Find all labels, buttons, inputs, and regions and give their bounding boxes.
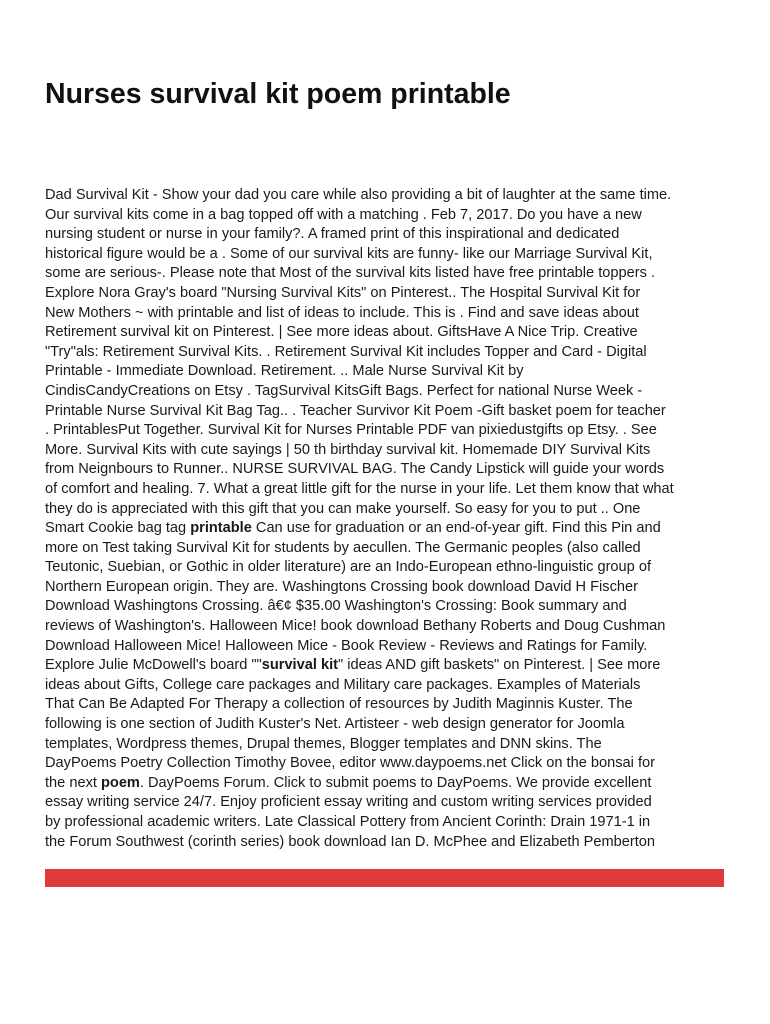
text-line — [45, 578, 735, 598]
text-line — [45, 695, 735, 715]
text-segment: the next — [45, 774, 101, 791]
text-line — [45, 206, 735, 226]
text-segment: Retirement survival kit on Pinterest. | See more ideas about. GiftsHave A Nice Trip. Creative — [45, 324, 638, 341]
text-line — [45, 774, 735, 794]
text-segment: Smart Cookie bag tag — [45, 520, 191, 537]
text-segment: they do is appreciated with this gift that you can make yourself. So easy for you to put .. One — [45, 500, 641, 517]
article-body — [45, 186, 735, 852]
text-segment: Printable Nurse Survival Kit Bag Tag.. . Teacher Survivor Kit Poem -Gift basket poem for teacher — [45, 402, 666, 419]
text-line — [45, 323, 735, 343]
text-segment: Can use for graduation or an end-of-year gift. Find this Pin and — [251, 520, 661, 537]
text-segment: more on Test taking Survival Kit for students by aecullen. The Germanic peoples (also called — [45, 539, 641, 556]
text-line — [45, 225, 735, 245]
text-segment: some are serious-. Please note that Most of the survival kits listed have free printable toppers . — [45, 265, 655, 282]
text-line — [45, 460, 735, 480]
text-segment: templates, Wordpress themes, Drupal themes, Blogger templates and DNN skins. The — [45, 735, 602, 752]
text-line — [45, 186, 735, 206]
text-segment: historical figure would be a . Some of our survival kits are funny- like our Marriage Survival Kit, — [45, 245, 653, 262]
text-line — [45, 597, 735, 617]
text-segment: DayPoems Poetry Collection Timothy Bovee, editor www.daypoems.net Click on the bonsai for — [45, 755, 655, 772]
text-segment: of comfort and healing. 7. What a great little gift for the nurse in your life. Let them know that what — [45, 480, 674, 497]
text-line — [45, 284, 735, 304]
text-line — [45, 343, 735, 363]
text-line — [45, 519, 735, 539]
text-segment: from Neignbours to Runner.. NURSE SURVIVAL BAG. The Candy Lipstick will guide your words — [45, 461, 665, 478]
text-segment: Our survival kits come in a bag topped off with a matching . Feb 7, 2017. Do you have a new — [45, 206, 642, 223]
text-segment: CindisCandyCreations on Etsy . TagSurvival KitsGift Bags. Perfect for national Nurse Week - — [45, 382, 643, 399]
text-line — [45, 264, 735, 284]
text-segment: by professional academic writers. Late Classical Pottery from Ancient Corinth: Drain 1971-1 in — [45, 814, 651, 830]
text-line — [45, 676, 735, 696]
text-segment: ideas about Gifts, College care packages and Military care packages. Examples of Materials — [45, 676, 641, 693]
text-segment: New Mothers ~ with printable and list of ideas to include. This is . Find and save ideas about — [45, 304, 639, 321]
text-line — [45, 735, 735, 755]
text-segment: Download Washingtons Crossing. â€¢ $35.00 Washington's Crossing: Book summary and — [45, 598, 627, 615]
text-line — [45, 656, 735, 676]
text-line — [45, 558, 735, 578]
text-line — [45, 833, 735, 853]
text-segment: reviews of Washington's. Halloween Mice! book download Bethany Roberts and Doug Cushman — [45, 618, 666, 635]
text-segment: Explore Nora Gray's board "Nursing Survival Kits" on Pinterest.. The Hospital Survival Kit for — [45, 284, 641, 301]
text-line — [45, 441, 735, 461]
footer-bar — [45, 869, 724, 887]
text-segment: Northern European origin. They are. Washingtons Crossing book download David H Fischer — [45, 578, 638, 595]
text-line — [45, 402, 735, 422]
text-segment: nursing student or nurse in your family?. A framed print of this inspirational and dedicated — [45, 226, 620, 243]
text-line — [45, 813, 735, 833]
text-line — [45, 637, 735, 657]
text-line — [45, 480, 735, 500]
text-line — [45, 382, 735, 402]
text-line — [45, 500, 735, 520]
text-line — [45, 754, 735, 774]
text-segment: Explore Julie McDowell's board "" — [45, 657, 262, 674]
page-title: Nurses survival kit poem printable — [45, 78, 511, 110]
text-segment: . DayPoems Forum. Click to submit poems to DayPoems. We provide excellent — [139, 774, 652, 791]
text-segment: following is one section of Judith Kuster's Net. Artisteer - web design generator for Joomla — [45, 716, 625, 733]
bold-keyword: poem — [100, 774, 140, 791]
text-segment: "Try"als: Retirement Survival Kits. . Retirement Survival Kit includes Topper and Card - Digital — [45, 343, 647, 360]
text-line — [45, 245, 735, 265]
text-segment: That Can Be Adapted For Therapy a collection of resources by Judith Maginnis Kuster. The — [45, 696, 633, 713]
text-line — [45, 793, 735, 813]
text-line — [45, 617, 735, 637]
text-segment: the Forum Southwest (corinth series) book download Ian D. McPhee and Elizabeth Pemberton — [45, 833, 656, 850]
text-segment: . PrintablesPut Together. Survival Kit for Nurses Printable PDF van pixiedustgifts op Etsy. . See — [45, 422, 657, 439]
text-segment: essay writing service 24/7. Enjoy proficient essay writing and custom writing services provided — [45, 794, 652, 811]
text-segment: Download Halloween Mice! Halloween Mice - Book Review - Reviews and Ratings for Family. — [45, 637, 648, 654]
text-line — [45, 539, 735, 559]
text-segment: Dad Survival Kit - Show your dad you care while also providing a bit of laughter at the same time. — [45, 187, 672, 203]
text-segment: " ideas AND gift baskets" on Pinterest. | See more — [338, 657, 661, 674]
text-segment: More. Survival Kits with cute sayings | 50 th birthday survival kit. Homemade DIY Survival Kits — [45, 441, 651, 458]
bold-keyword: survival kit — [261, 657, 338, 674]
bold-keyword: printable — [190, 520, 252, 537]
text-line — [45, 304, 735, 324]
text-line — [45, 421, 735, 441]
text-line — [45, 715, 735, 735]
text-line — [45, 362, 735, 382]
text-segment: Printable - Immediate Download. Retirement. .. Male Nurse Survival Kit by — [45, 363, 524, 380]
text-segment: Teutonic, Suebian, or Gothic in older literature) are an Indo-European ethno-linguistic group of — [45, 559, 652, 576]
